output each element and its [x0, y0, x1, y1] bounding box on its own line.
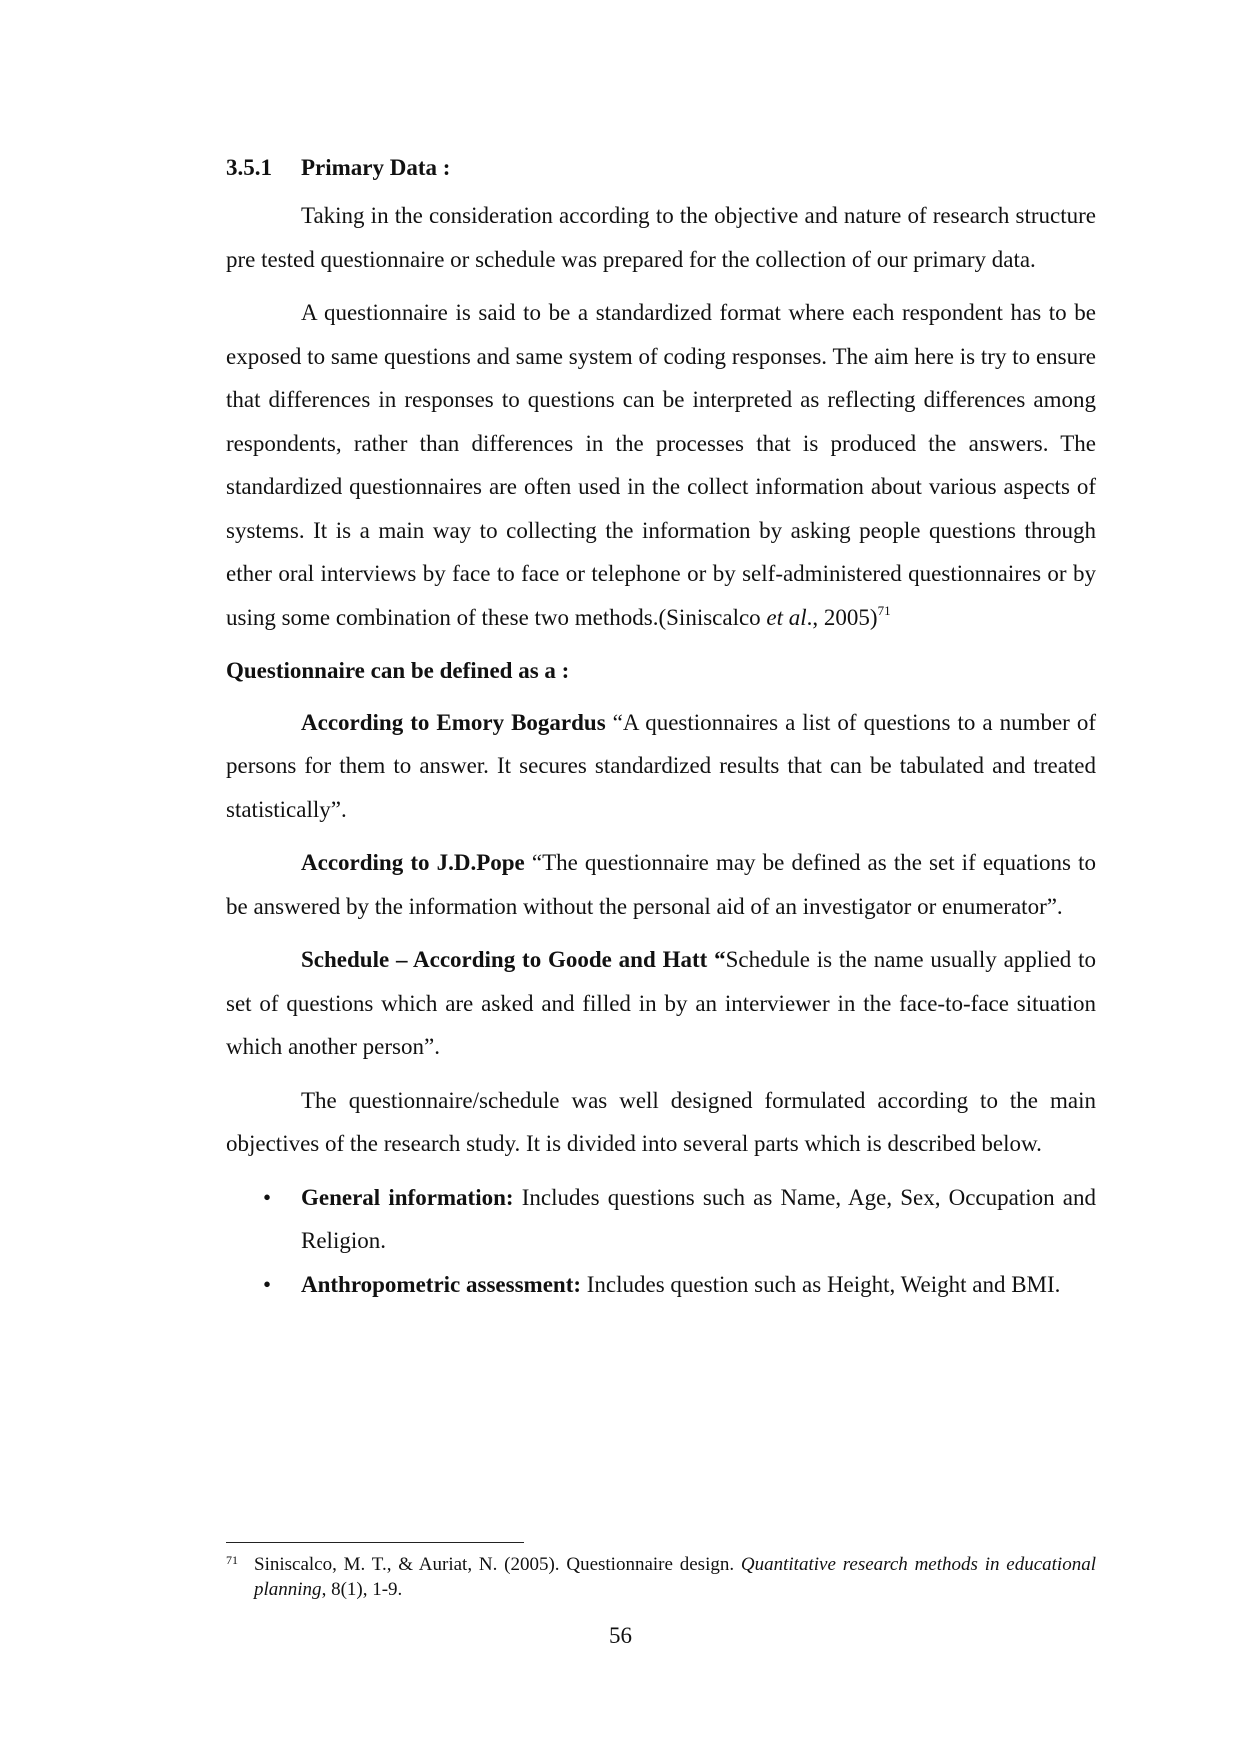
footnote-reference: 71 — [877, 602, 891, 618]
list-item — [226, 1176, 1096, 1263]
definition-text: Schedule is the name usually applied to set of questions which are asked and filled in by an interviewer in the face-to-face situation which another person”. — [226, 947, 1096, 1059]
footnote-volume: , 8(1), 1-9. — [321, 1579, 403, 1600]
section-heading — [226, 148, 1096, 188]
page-number: 56 — [609, 1623, 632, 1648]
footnote-text — [226, 1552, 1096, 1602]
bullet-list — [226, 1176, 1096, 1307]
definition-goode-hatt — [226, 938, 1096, 1069]
footnote-divider — [226, 1542, 524, 1543]
definition-text: “The questionnaire may be defined as the set if equations to be answered by the information without the personal aid of an investigator or enumerator”. — [226, 850, 1096, 919]
definition-bogardus — [226, 701, 1096, 832]
footnote-citation: Siniscalco, M. T., & Auriat, N. (2005). Questionnaire design. — [254, 1554, 741, 1575]
definition-lead: According to J.D.Pope — [301, 850, 525, 875]
section-number: 3.5.1 — [226, 155, 272, 180]
bullet-lead: General information: — [301, 1184, 514, 1210]
bullet-icon: • — [263, 1271, 272, 1297]
paragraph-questionnaire-text: A questionnaire is said to be a standardized format where each respondent has to be exposed to same questions and same system of coding responses. The aim here is try to ensure that differences in responses to questions can be interpreted as reflecting differences among respondents, rather than differences in the processes that is produced the answers. The standardized questionnaires are often used in the collect information about various aspects of systems. It is a main way to collecting the information by asking people questions through ether oral interviews by face to face or telephone or by self-administered questionnaires or by using some combination of these two methods.(Siniscalco — [226, 300, 1096, 630]
bullet-icon: • — [263, 1184, 272, 1210]
bullet-text: Includes questions such as Name, Age, Sex, Occupation and Religion. — [301, 1184, 1096, 1253]
definition-text: “A questionnaires a list of questions to a number of persons for them to answer. It secures standardized results that can be tabulated and treated statistically”. — [226, 709, 1096, 822]
et-al-italic: et al — [766, 604, 807, 630]
list-item — [226, 1263, 1096, 1307]
footnote-journal: Quantitative research methods in educational planning — [254, 1554, 1096, 1600]
footnote-mark: 71 — [226, 1553, 238, 1567]
bullet-text: Includes question such as Height, Weight and BMI. — [581, 1271, 1061, 1297]
paragraph-objective: Taking in the consideration according to the objective and nature of research structure pre tested questionnaire or schedule was prepared for the collection of our primary data. — [226, 203, 1096, 272]
paragraph-questionnaire-definition — [226, 291, 1096, 639]
definition-pope — [226, 841, 1096, 928]
subheading-definitions: Questionnaire can be defined as a : — [226, 658, 570, 683]
definition-lead: According to Emory Bogardus — [301, 709, 606, 735]
bullet-lead: Anthropometric assessment: — [301, 1271, 582, 1297]
body-text — [226, 148, 1096, 1306]
footnote — [226, 1552, 1096, 1602]
citation-year: ., 2005) — [806, 604, 878, 630]
definition-lead: Schedule – According to Goode and Hatt “ — [301, 947, 726, 972]
section-title: Primary Data : — [301, 155, 451, 180]
paragraph-design: The questionnaire/schedule was well designed formulated according to the main objectives of the research study. It is divided into several parts which is described below. — [226, 1087, 1096, 1156]
